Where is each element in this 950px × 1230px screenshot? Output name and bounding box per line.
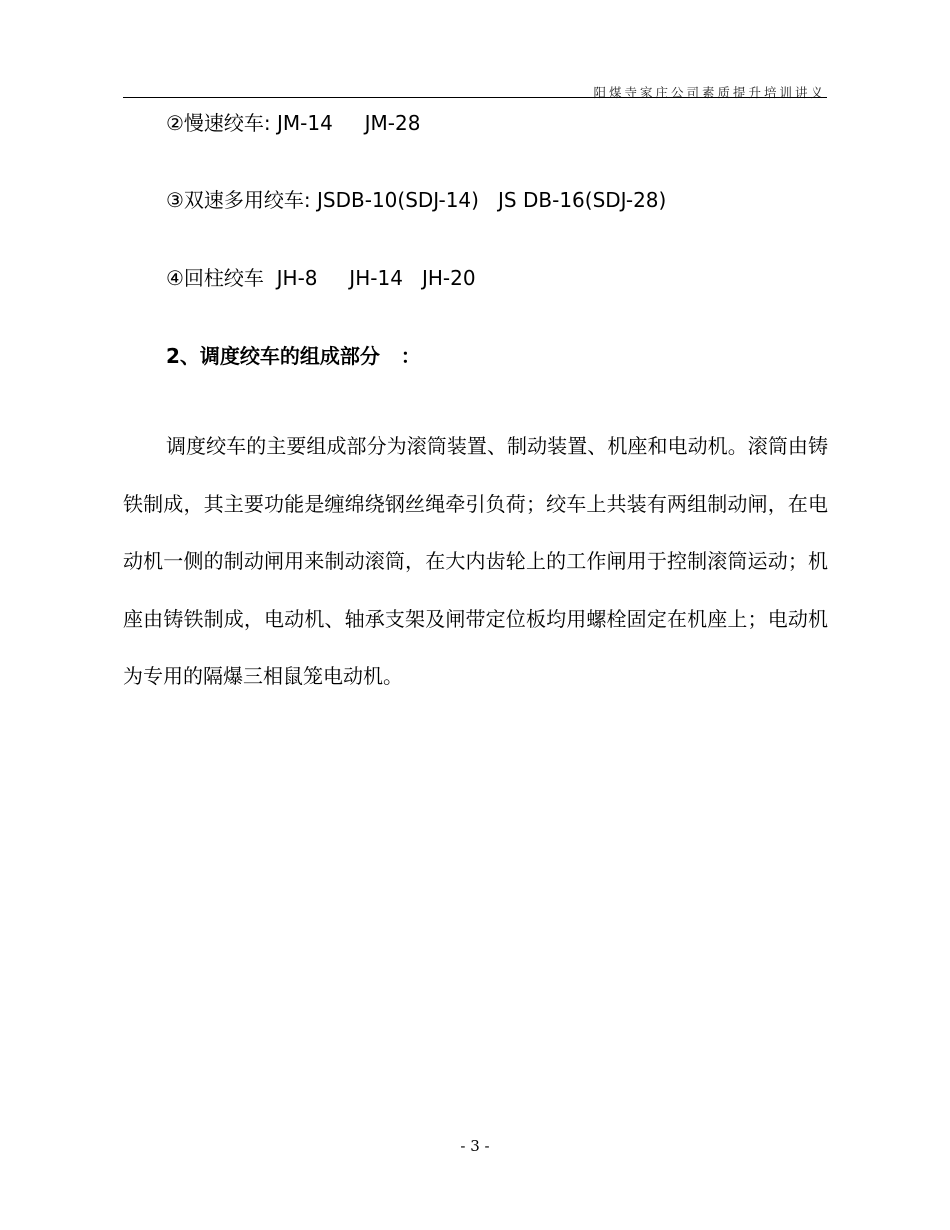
body-paragraph: 调度绞车的主要组成部分为滚筒装置、制动装置、机座和电动机。滚筒由铸铁制成，其主要功能是缠绵绕钢丝绳牵引负荷；绞车上共装有两组制动闸，在电动机一侧的制动闸用来制动滚筒，在大内齿轮上的工作闸用于控制滚筒运动；机座由铸铁制成，电动机、轴承支架及闸带定位板均用螺栓固定在机座上；电动机为专用的隔爆三相鼠笼电动机。 [123,434,828,688]
list-item-prop-pulling-winch: ④回柱绞车 JH-8 JH-14 JH-20 [166,266,476,290]
header-rule [123,97,827,98]
list-item-slow-winch: ②慢速绞车: JM-14 JM-28 [166,111,421,135]
page-number: - 3 - [460,1137,490,1155]
running-header-title: 阳煤寺家庄公司素质提升培训讲义 [593,85,826,100]
list-item-dual-speed-winch: ③双速多用绞车: JSDB-10(SDJ-14) JS DB-16(SDJ-28) [166,188,667,212]
section-heading: 2、调度绞车的组成部分 ： [166,344,421,368]
